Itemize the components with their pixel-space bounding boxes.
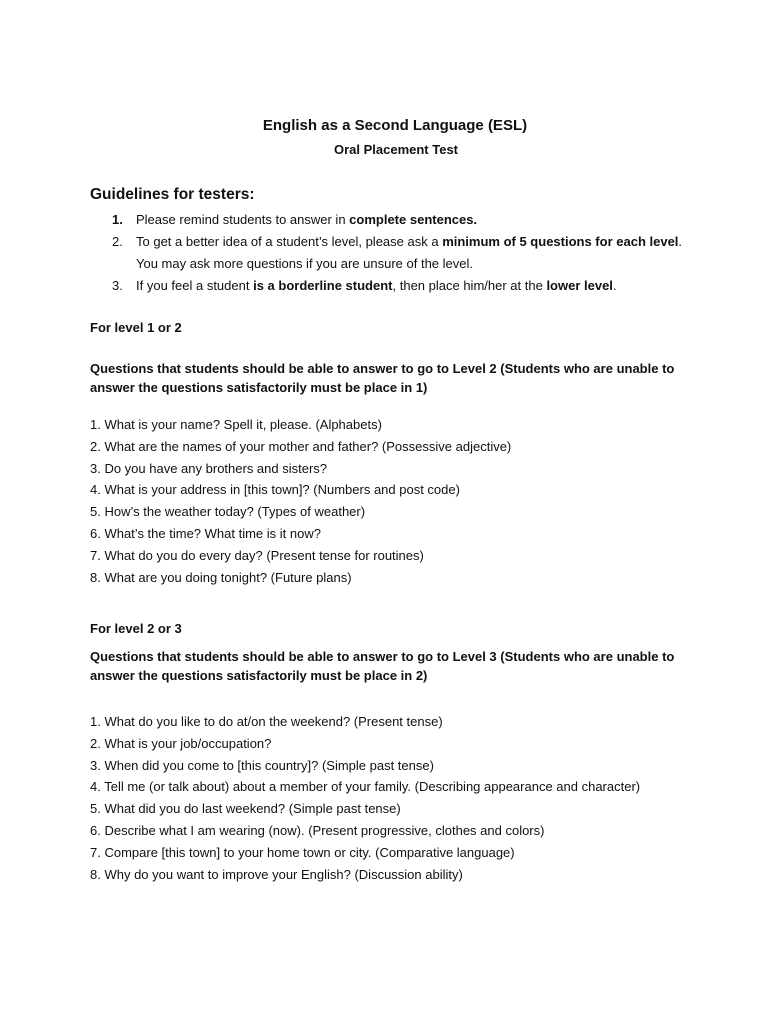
level-1-2-question-list bbox=[90, 414, 650, 588]
guidelines-list bbox=[90, 209, 690, 297]
guidelines-heading: Guidelines for testers: bbox=[90, 186, 255, 203]
level-1-2-heading: For level 1 or 2 bbox=[90, 320, 182, 335]
question-item: 2. What is your job/occupation? bbox=[90, 735, 272, 751]
question-item: 8. Why do you want to improve your English? (Discussion ability) bbox=[90, 866, 463, 882]
question-item: 4. Tell me (or talk about) about a member of your family. (Describing appearance and character) bbox=[90, 779, 641, 795]
guideline-text: . You may ask more questions if you are unsure of the level. bbox=[136, 234, 683, 271]
question-item: 6. What’s the time? What time is it now? bbox=[90, 525, 321, 541]
question-item: 7. Compare [this town] to your home town or city. (Comparative language) bbox=[90, 844, 515, 860]
question-item: 1. What is your name? Spell it, please. (Alphabets) bbox=[90, 417, 382, 432]
guideline-text: To get a better idea of a student’s level, please ask a bbox=[136, 234, 443, 249]
question-item: 6. Describe what I am wearing (now). (Present progressive, clothes and colors) bbox=[90, 822, 545, 838]
level-2-3-intro: Questions that students should be able to answer to go to Level 3 (Students who are unable to answer the questions satisfactorily must be place in 2) bbox=[90, 649, 675, 683]
question-item: 4. What is your address in [this town]? (Numbers and post code) bbox=[90, 482, 460, 498]
question-item: 5. How’s the weather today? (Types of weather) bbox=[90, 504, 366, 520]
question-item: 3. Do you have any brothers and sisters? bbox=[90, 460, 328, 476]
guideline-item bbox=[90, 209, 690, 231]
guideline-text: If you feel a student bbox=[136, 278, 254, 293]
guideline-number: 1. bbox=[112, 212, 123, 227]
level-2-3-heading: For level 2 or 3 bbox=[90, 621, 182, 636]
question-item: 7. What do you do every day? (Present tense for routines) bbox=[90, 547, 424, 563]
question-item: 5. What did you do last weekend? (Simple past tense) bbox=[90, 801, 401, 817]
guideline-emphasis: is a borderline student bbox=[253, 278, 393, 293]
guideline-text: Please remind students to answer in bbox=[136, 212, 350, 227]
guideline-emphasis: lower level bbox=[546, 278, 613, 293]
guideline-item bbox=[90, 275, 690, 297]
level-2-3-question-list bbox=[90, 711, 650, 885]
guideline-emphasis: minimum of 5 questions for each level bbox=[442, 234, 679, 249]
guideline-number: 2. bbox=[112, 234, 123, 249]
question-item: 1. What do you like to do at/on the weekend? (Present tense) bbox=[90, 714, 443, 729]
question-item: 8. What are you doing tonight? (Future plans) bbox=[90, 569, 352, 585]
guideline-item bbox=[90, 231, 690, 275]
guideline-text: . bbox=[612, 278, 617, 293]
document-subtitle: Oral Placement Test bbox=[333, 142, 459, 157]
guideline-text: , then place him/her at the bbox=[392, 278, 547, 293]
guideline-number: 3. bbox=[112, 278, 123, 293]
question-item: 3. When did you come to [this country]? (Simple past tense) bbox=[90, 757, 434, 773]
guideline-emphasis: complete sentences. bbox=[349, 212, 478, 227]
document-title: English as a Second Language (ESL) bbox=[262, 117, 528, 134]
level-1-2-intro: Questions that students should be able to answer to go to Level 2 (Students who are unable to answer the questions satisfactorily must be place in 1) bbox=[90, 361, 675, 395]
question-item: 2. What are the names of your mother and father? (Possessive adjective) bbox=[90, 438, 512, 454]
